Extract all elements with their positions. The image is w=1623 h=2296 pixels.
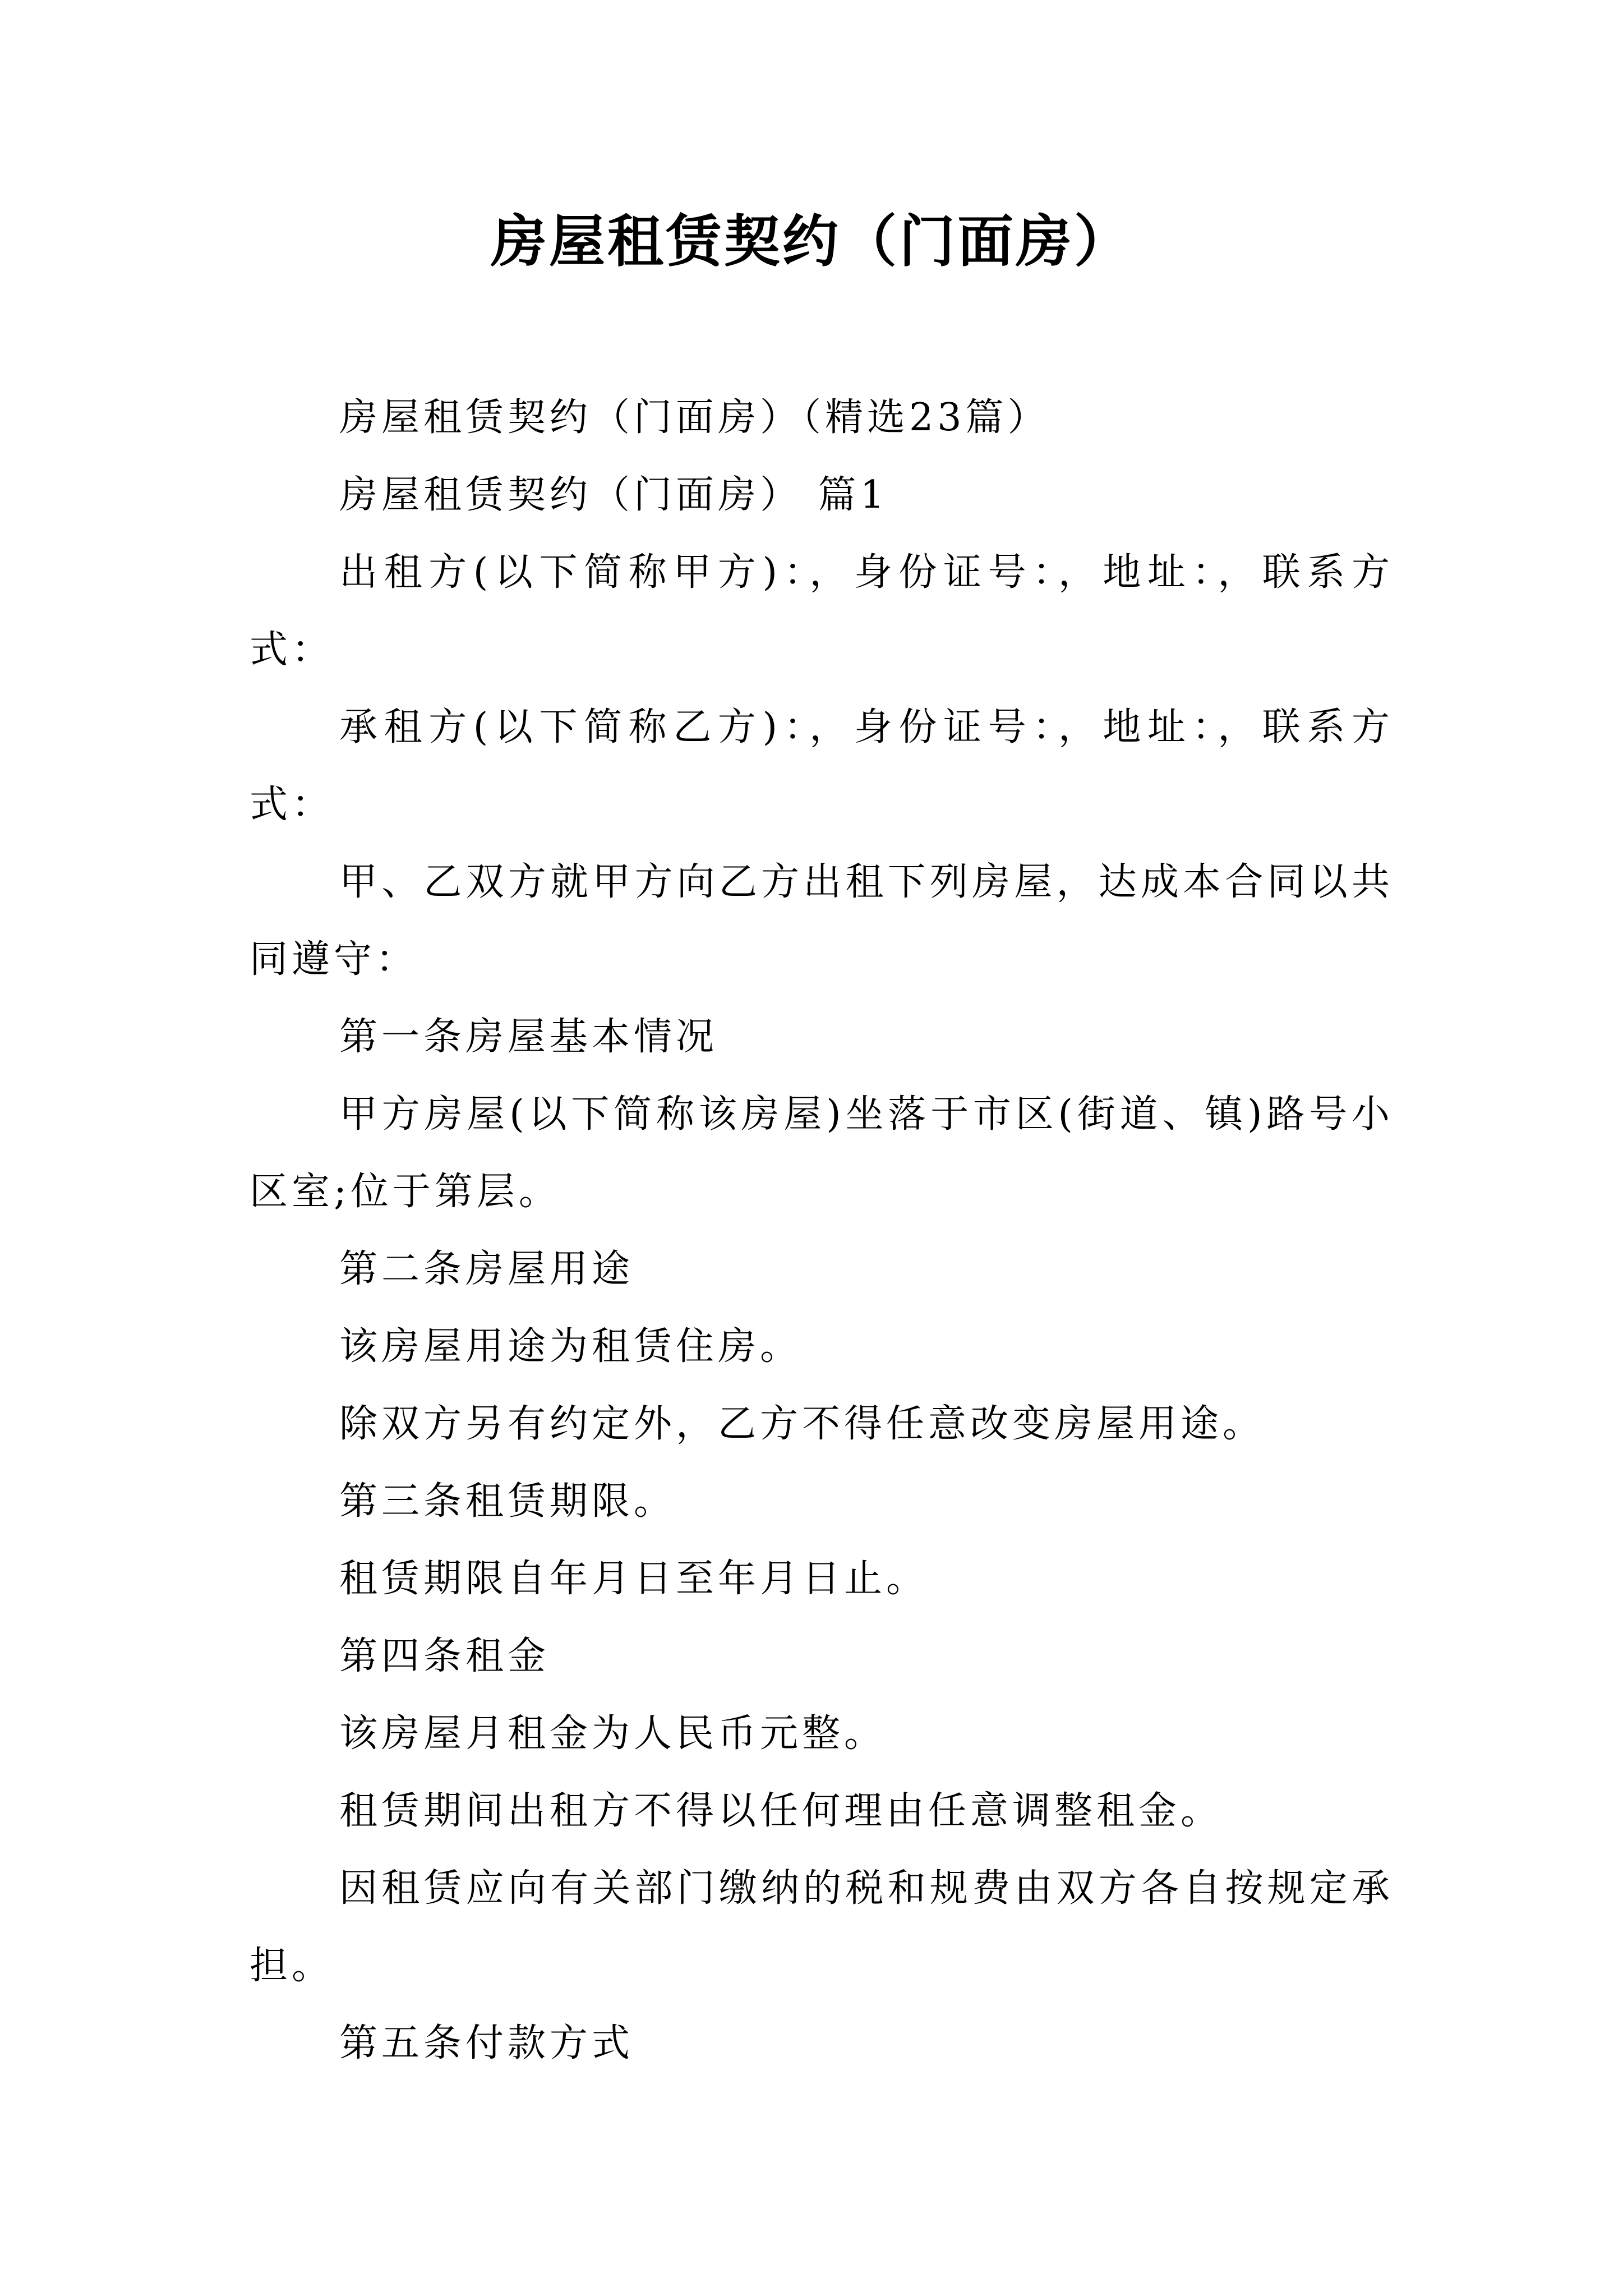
paragraph-lessor: 出租方(以下简称甲方)：，身份证号：，地址：，联系方式： <box>250 550 1394 672</box>
paragraph-article-5-heading: 第五条付款方式 <box>339 2021 634 2065</box>
paragraph-article-4-body-1: 该房屋月租金为人民币元整。 <box>339 1711 887 1756</box>
paragraph-article-3-body: 租赁期限自年月日至年月日止。 <box>339 1557 929 1601</box>
paragraph-article-2-body-2: 除双方另有约定外，乙方不得任意改变房屋用途。 <box>339 1402 1265 1446</box>
document-body <box>250 379 1394 2082</box>
paragraph-article-2-body-1: 该房屋用途为租赁住房。 <box>339 1324 803 1369</box>
paragraph-agreement: 甲、乙双方就甲方向乙方出租下列房屋，达成本合同以共同遵守： <box>250 860 1394 982</box>
paragraph-article-3-heading: 第三条租赁期限。 <box>339 1479 676 1524</box>
paragraph-article-1-body: 甲方房屋(以下简称该房屋)坐落于市区(街道、镇)路号小区室;位于第层。 <box>250 1092 1394 1214</box>
paragraph-lessee: 承租方(以下简称乙方)：，身份证号：，地址：，联系方式： <box>250 705 1394 827</box>
paragraph-article-1-heading: 第一条房屋基本情况 <box>339 1015 718 1059</box>
paragraph-selection-heading: 房屋租赁契约（门面房）（精选23篇） <box>339 395 1050 440</box>
paragraph-part-heading: 房屋租赁契约（门面房） 篇1 <box>339 473 888 517</box>
paragraph-article-2-heading: 第二条房屋用途 <box>339 1247 634 1291</box>
paragraph-article-4-body-2: 租赁期间出租方不得以任何理由任意调整租金。 <box>339 1789 1223 1833</box>
paragraph-article-4-body-3: 因租赁应向有关部门缴纳的税和规费由双方各自按规定承担。 <box>250 1866 1394 1988</box>
document-title: 房屋租赁契约（门面房） <box>491 208 1132 274</box>
paragraph-article-4-heading: 第四条租金 <box>339 1634 550 1678</box>
